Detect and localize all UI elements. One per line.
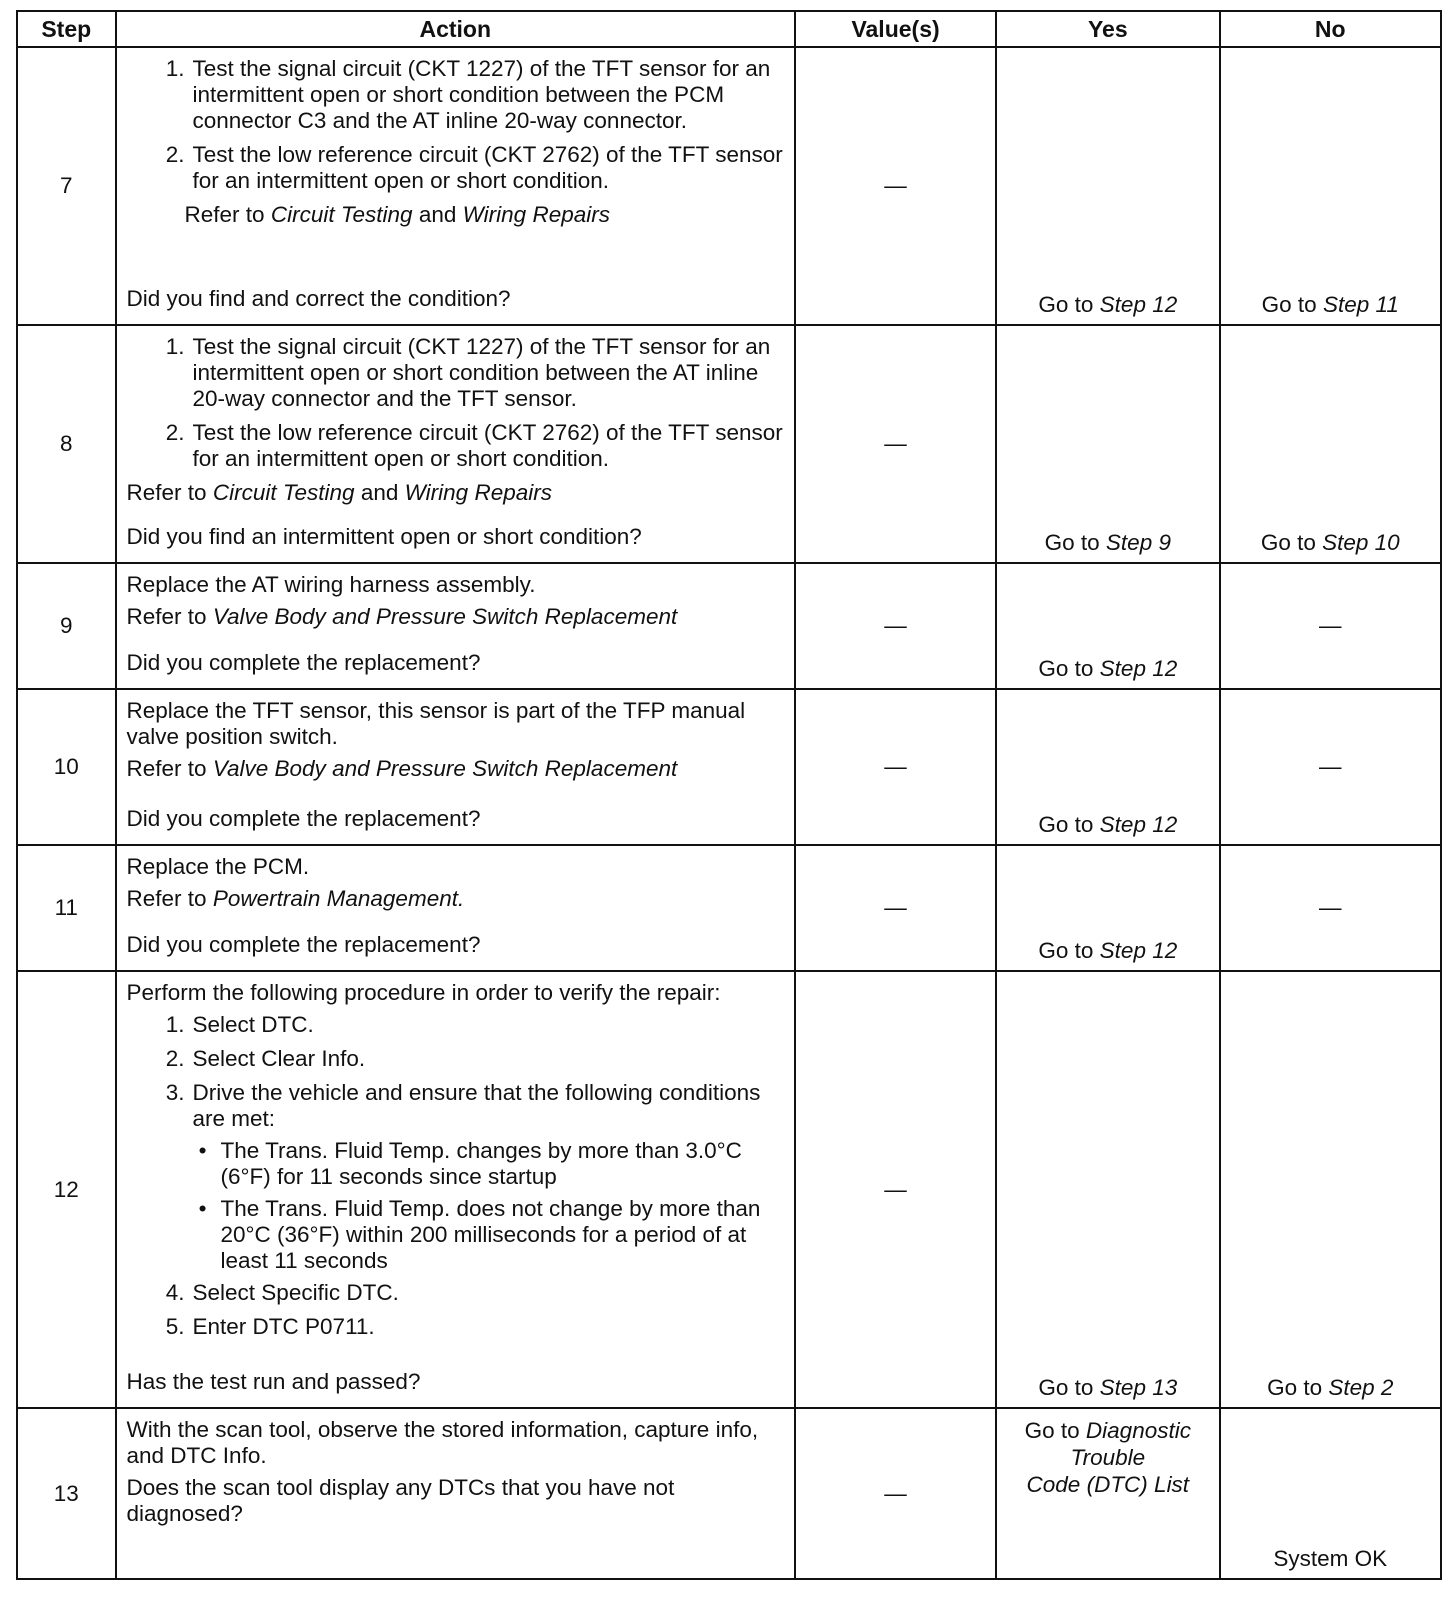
no-cell: — bbox=[1220, 689, 1441, 845]
list-item: 2. Test the low reference circuit (CKT 2762) of the TFT sensor for an intermittent open or short condition. bbox=[165, 420, 783, 471]
bullet-item: • The Trans. Fluid Temp. does not change by more than 20°C (36°F) within 200 milliseconds for a period of at least 11 seconds bbox=[198, 1196, 761, 1273]
action-cell bbox=[116, 689, 795, 845]
list-item: 1. Test the signal circuit (CKT 1227) of the TFT sensor for an intermittent open or short condition between the PCM connector C3 and the AT inline 20-way connector. bbox=[165, 56, 771, 133]
list-item: 3. Drive the vehicle and ensure that the following conditions are met: bbox=[165, 1080, 761, 1131]
table-row-step-9 bbox=[17, 563, 1441, 689]
value-cell: — bbox=[795, 689, 996, 845]
header-no: No bbox=[1220, 11, 1441, 47]
yes-cell: Go to Step 12 bbox=[996, 689, 1219, 845]
yes-cell: Go to Step 12 bbox=[996, 47, 1219, 325]
no-cell: — bbox=[1220, 845, 1441, 971]
no-cell: — bbox=[1220, 563, 1441, 689]
action-cell bbox=[116, 971, 795, 1408]
action-cell bbox=[116, 1408, 795, 1579]
list-item: 1. Test the signal circuit (CKT 1227) of the TFT sensor for an intermittent open or short condition between the AT inline 20-way connector and the TFT sensor. bbox=[165, 334, 771, 411]
list-item: 2. Test the low reference circuit (CKT 2762) of the TFT sensor for an intermittent open or short condition. bbox=[165, 142, 783, 193]
action-text: Replace the TFT sensor, this sensor is part of the TFP manual valve position switch. bbox=[126, 698, 746, 749]
question: Did you complete the replacement? bbox=[126, 932, 481, 957]
refer-note: Refer to Valve Body and Pressure Switch Replacement bbox=[126, 604, 678, 629]
question: Did you find and correct the condition? bbox=[126, 286, 511, 311]
header-values: Value(s) bbox=[795, 11, 996, 47]
action-text: With the scan tool, observe the stored information, capture info, and DTC Info. bbox=[126, 1417, 759, 1468]
action-text: Replace the AT wiring harness assembly. bbox=[126, 572, 536, 597]
step-number: 8 bbox=[17, 325, 116, 563]
list-item: 1. Select DTC. bbox=[165, 1012, 314, 1037]
question: Did you find an intermittent open or short condition? bbox=[126, 524, 642, 549]
list-item: 5. Enter DTC P0711. bbox=[165, 1314, 375, 1339]
refer-note: Refer to Valve Body and Pressure Switch Replacement bbox=[126, 756, 678, 781]
table-row-step-10 bbox=[17, 689, 1441, 845]
value-cell: — bbox=[795, 971, 996, 1408]
no-cell: Go to Step 11 bbox=[1220, 47, 1441, 325]
step-number: 11 bbox=[17, 845, 116, 971]
action-cell bbox=[116, 845, 795, 971]
action-cell bbox=[116, 563, 795, 689]
no-cell: System OK bbox=[1220, 1408, 1441, 1579]
action-cell bbox=[116, 325, 795, 563]
yes-cell: Go to Step 9 bbox=[996, 325, 1219, 563]
question: Has the test run and passed? bbox=[126, 1369, 421, 1394]
yes-cell: Go to Step 12 bbox=[996, 845, 1219, 971]
yes-cell: Go to Diagnostic Trouble Code (DTC) List bbox=[996, 1408, 1219, 1579]
value-cell: — bbox=[795, 1408, 996, 1579]
bullet-item: • The Trans. Fluid Temp. changes by more than 3.0°C (6°F) for 11 seconds since startup bbox=[198, 1138, 742, 1189]
question: Did you complete the replacement? bbox=[126, 806, 481, 831]
yes-cell: Go to Step 12 bbox=[996, 563, 1219, 689]
question: Does the scan tool display any DTCs that you have not diagnosed? bbox=[126, 1475, 675, 1526]
no-cell: Go to Step 2 bbox=[1220, 971, 1441, 1408]
step-number: 10 bbox=[17, 689, 116, 845]
refer-note: Refer to Circuit Testing and Wiring Repairs bbox=[184, 202, 610, 227]
step-number: 9 bbox=[17, 563, 116, 689]
header-step: Step bbox=[17, 11, 116, 47]
step-number: 12 bbox=[17, 971, 116, 1408]
table-row-step-12 bbox=[17, 971, 1441, 1408]
no-cell: Go to Step 10 bbox=[1220, 325, 1441, 563]
table-row-step-7 bbox=[17, 47, 1441, 325]
step-number: 13 bbox=[17, 1408, 116, 1579]
refer-note: Refer to Powertrain Management. bbox=[126, 886, 465, 911]
diagnostic-table bbox=[16, 10, 1442, 1580]
action-intro: Perform the following procedure in order to verify the repair: bbox=[126, 980, 721, 1005]
value-cell: — bbox=[795, 845, 996, 971]
step-number: 7 bbox=[17, 47, 116, 325]
value-cell: — bbox=[795, 47, 996, 325]
question: Did you complete the replacement? bbox=[126, 650, 481, 675]
refer-note: Refer to Circuit Testing and Wiring Repairs bbox=[126, 480, 552, 505]
list-item: 4. Select Specific DTC. bbox=[165, 1280, 399, 1305]
action-cell bbox=[116, 47, 795, 325]
list-item: 2. Select Clear Info. bbox=[165, 1046, 366, 1071]
table-row-step-8 bbox=[17, 325, 1441, 563]
header-yes: Yes bbox=[996, 11, 1219, 47]
yes-cell: Go to Step 13 bbox=[996, 971, 1219, 1408]
table-row-step-13 bbox=[17, 1408, 1441, 1579]
value-cell: — bbox=[795, 563, 996, 689]
header-action: Action bbox=[116, 11, 795, 47]
table-row-step-11 bbox=[17, 845, 1441, 971]
header-row bbox=[17, 11, 1441, 47]
value-cell: — bbox=[795, 325, 996, 563]
action-text: Replace the PCM. bbox=[126, 854, 310, 879]
